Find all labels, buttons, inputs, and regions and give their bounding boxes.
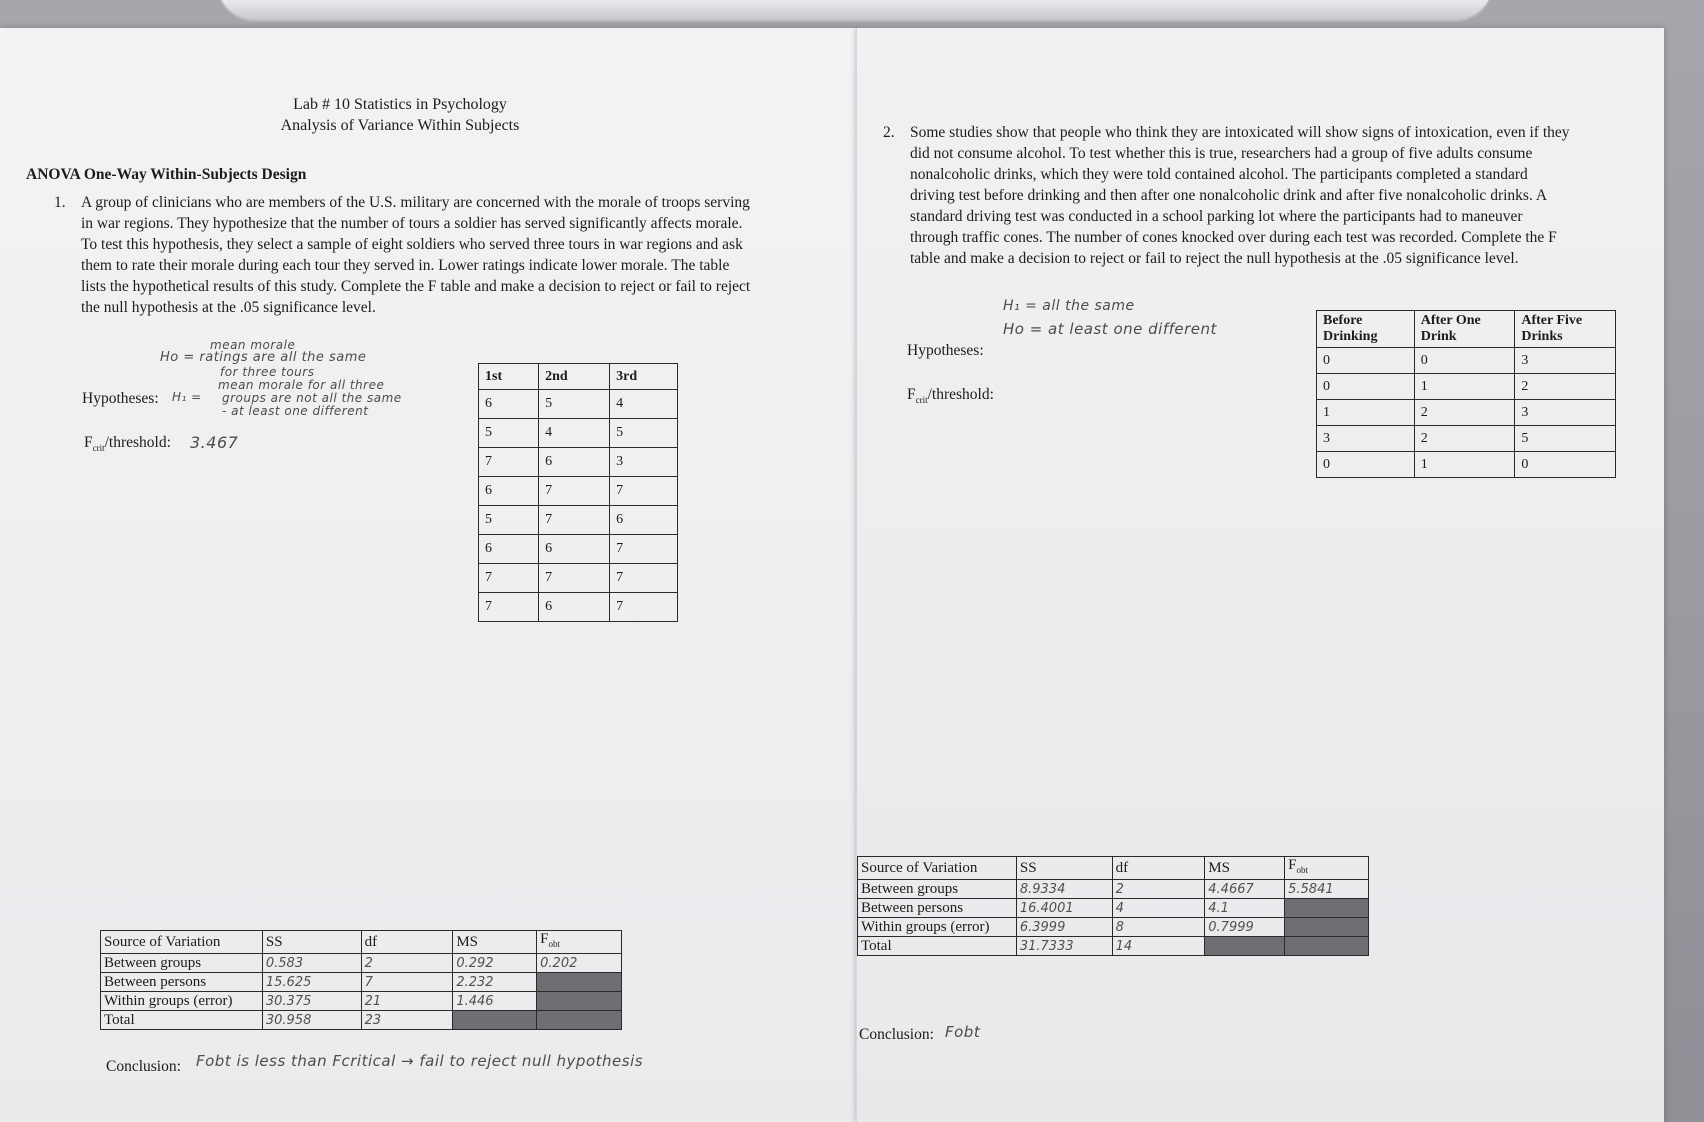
table-cell: 3: [1317, 426, 1415, 452]
handwritten-h1-line3: - at least one different: [222, 404, 369, 418]
table-cell: 7: [610, 477, 678, 506]
f-df-cell: 2: [1112, 880, 1205, 899]
worksheet-page-right: [856, 28, 1664, 1122]
table-row: [479, 564, 678, 593]
q1-header-1st: 1st: [479, 364, 539, 390]
table-cell: 5: [1515, 426, 1616, 452]
f-header-f-letter: F: [1288, 857, 1297, 873]
conclusion-label: Conclusion:: [106, 1058, 181, 1075]
table-cell: 6: [479, 390, 539, 419]
f-header-f: [1285, 857, 1369, 880]
table-row: [1317, 374, 1616, 400]
table-cell: 6: [610, 506, 678, 535]
table-cell: 0: [1515, 452, 1616, 478]
table-row: [1317, 452, 1616, 478]
table-cell: 7: [610, 535, 678, 564]
table-cell: 7: [539, 564, 610, 593]
f-source-cell: Between groups: [858, 880, 1017, 899]
f-df-cell: 14: [1112, 937, 1205, 956]
q1-data-header-row: [479, 364, 678, 390]
conclusion-handwritten: Fobt is less than Fcritical → fail to reject null hypothesis: [196, 1052, 644, 1070]
f-ss-cell: 15.625: [262, 973, 361, 992]
f-ss-cell: 6.3999: [1016, 918, 1112, 937]
f-shaded-cell: [537, 1011, 622, 1030]
fcrit-label-f: F: [84, 434, 93, 451]
table-cell: 2: [1515, 374, 1616, 400]
table-cell: 4: [539, 419, 610, 448]
table-row: [479, 419, 678, 448]
f-header-ss: SS: [262, 931, 361, 954]
table-cell: 7: [479, 564, 539, 593]
handwritten-h1-line2: groups are not all the same: [222, 391, 402, 405]
f-ms-cell: 2.232: [453, 973, 537, 992]
section-title: ANOVA One-Way Within-Subjects Design: [26, 166, 307, 183]
table-cell: 7: [610, 593, 678, 622]
q2-data-header-row: [1317, 311, 1616, 348]
question-2: [883, 122, 1573, 269]
handwritten-h0-line2: Ho = ratings are all the same: [160, 350, 367, 365]
table-cell: 1: [1414, 452, 1515, 478]
fcrit-label: [84, 434, 171, 453]
question-1-number: 1.: [54, 194, 66, 211]
f-header-source: Source of Variation: [101, 931, 263, 954]
handwritten-h0-line3: for three tours: [220, 365, 315, 379]
table-cell: 2: [1414, 426, 1515, 452]
fcrit-value-handwritten: 3.467: [190, 433, 239, 452]
hypotheses-label-q2: Hypotheses:: [907, 342, 984, 359]
table-row: [479, 390, 678, 419]
f-ms-cell: 0.7999: [1205, 918, 1285, 937]
table-cell: 7: [479, 593, 539, 622]
table-row: [858, 899, 1369, 918]
table-cell: 6: [539, 593, 610, 622]
table-cell: 6: [479, 535, 539, 564]
table-cell: 2: [1414, 400, 1515, 426]
worksheet-page-left: [0, 28, 856, 1122]
table-cell: 5: [610, 419, 678, 448]
table-cell: 0: [1317, 374, 1415, 400]
lab-title-line2: Analysis of Variance Within Subjects: [280, 117, 520, 134]
table-row: [858, 937, 1369, 956]
table-row: [479, 535, 678, 564]
q1-header-3rd: 3rd: [610, 364, 678, 390]
table-cell: 3: [1515, 348, 1616, 374]
f-ss-cell: 0.583: [262, 954, 361, 973]
table-row: [1317, 400, 1616, 426]
f-ss-cell: 8.9334: [1016, 880, 1112, 899]
table-cell: 4: [610, 390, 678, 419]
f-header-df: df: [1112, 857, 1205, 880]
fcrit-label-q2: [907, 386, 994, 405]
f-ms-cell: 1.446: [453, 992, 537, 1011]
f-header-source: Source of Variation: [858, 857, 1017, 880]
f-shaded-cell: [1285, 899, 1369, 918]
table-cell: 7: [539, 506, 610, 535]
table-row: [101, 1011, 622, 1030]
f-df-cell: 21: [361, 992, 453, 1011]
table-row: [479, 448, 678, 477]
question-1: [54, 192, 754, 318]
f-header-f-letter: F: [540, 931, 549, 947]
handwritten-h0: Ho = at least one different: [1003, 320, 1217, 338]
q1-data-table: [478, 363, 678, 622]
f-header-f-sub: obt: [1296, 865, 1308, 875]
f-ms-cell: 0.292: [453, 954, 537, 973]
f-table-header-row: [101, 931, 622, 954]
q2-f-table: [857, 856, 1369, 956]
f-source-cell: Total: [858, 937, 1017, 956]
f-table-header-row: [858, 857, 1369, 880]
f-df-cell: 7: [361, 973, 453, 992]
table-cell: 5: [479, 506, 539, 535]
f-header-ss: SS: [1016, 857, 1112, 880]
f-shaded-cell: [1205, 937, 1285, 956]
table-row: [1317, 348, 1616, 374]
q1-header-2nd: 2nd: [539, 364, 610, 390]
table-cell: 0: [1317, 348, 1415, 374]
fcrit-label-rest: /threshold:: [927, 386, 994, 403]
f-source-cell: Within groups (error): [101, 992, 263, 1011]
fcrit-label-sub: crit: [92, 443, 105, 454]
table-cell: 0: [1414, 348, 1515, 374]
table-cell: 6: [539, 535, 610, 564]
laptop-edge: [215, 0, 1495, 22]
f-ss-cell: 30.958: [262, 1011, 361, 1030]
q2-header-after-five: After Five Drinks: [1515, 311, 1616, 348]
f-df-cell: 23: [361, 1011, 453, 1030]
f-shaded-cell: [1285, 918, 1369, 937]
handwritten-h1-line1: mean morale for all three: [218, 378, 385, 392]
f-header-ms: MS: [453, 931, 537, 954]
q1-f-table: [100, 930, 622, 1030]
q2-header-before: Before Drinking: [1317, 311, 1415, 348]
table-cell: 7: [539, 477, 610, 506]
question-2-number: 2.: [883, 124, 895, 141]
q2-data-table: [1316, 310, 1616, 478]
table-row: [858, 880, 1369, 899]
table-cell: 1: [1317, 400, 1415, 426]
fcrit-label-sub: crit: [915, 395, 928, 406]
hypotheses-label: Hypotheses:: [82, 390, 159, 407]
table-row: [479, 506, 678, 535]
f-ss-cell: 30.375: [262, 992, 361, 1011]
table-row: [101, 954, 622, 973]
f-ss-cell: 31.7333: [1016, 937, 1112, 956]
table-row: [101, 992, 622, 1011]
f-shaded-cell: [537, 973, 622, 992]
handwritten-h0-line1: mean morale: [210, 338, 296, 352]
table-row: [479, 593, 678, 622]
table-row: [101, 973, 622, 992]
table-row: [858, 918, 1369, 937]
lab-title-line1: Lab # 10 Statistics in Psychology: [293, 96, 507, 113]
f-header-f-sub: obt: [548, 939, 561, 949]
f-shaded-cell: [1285, 937, 1369, 956]
f-source-cell: Within groups (error): [858, 918, 1017, 937]
q2-header-after-one: After One Drink: [1414, 311, 1515, 348]
table-cell: 1: [1414, 374, 1515, 400]
handwritten-h1-prefix: H₁ =: [172, 390, 202, 404]
f-shaded-cell: [453, 1011, 537, 1030]
lab-title: [0, 94, 800, 136]
conclusion-handwritten-q2: Fobt: [945, 1023, 981, 1041]
table-cell: 5: [539, 390, 610, 419]
table-cell: 6: [479, 477, 539, 506]
f-source-cell: Total: [101, 1011, 263, 1030]
f-df-cell: 4: [1112, 899, 1205, 918]
fcrit-label-rest: /threshold:: [104, 434, 171, 451]
table-cell: 5: [479, 419, 539, 448]
table-cell: 3: [610, 448, 678, 477]
f-fobt-cell: 0.202: [537, 954, 622, 973]
f-ss-cell: 16.4001: [1016, 899, 1112, 918]
table-row: [1317, 426, 1616, 452]
conclusion-label-q2: Conclusion:: [859, 1026, 934, 1043]
f-ms-cell: 4.4667: [1205, 880, 1285, 899]
f-fobt-cell: 5.5841: [1285, 880, 1369, 899]
question-1-text: A group of clinicians who are members of the U.S. military are concerned with the morale of troops serving in war regions. They hypothesize that the number of tours a soldier has served significantly affects morale. To test this hypothesis, they select a sample of eight soldiers who served three tours in war regions and ask them to rate their morale during each tour they served in. Lower ratings indicate lower morale. The table lists the hypothetical results of this study. Complete the F table and make a decision to reject or fail to reject the null hypothesis at the .05 significance level.: [81, 194, 751, 316]
table-row: [479, 477, 678, 506]
question-2-text: Some studies show that people who think they are intoxicated will show signs of intoxication, even if they did not consume alcohol. To test whether this is true, researchers had a group of five adults consume nonalcoholic drinks, which they were told contained alcohol. The participants completed a standard driving test before drinking and then after one nonalcoholic drink and after five nonalcoholic drinks. A standard driving test was conducted in a school parking lot where the participants had to maneuver through traffic cones. The number of cones knocked over during each test was recorded. Complete the F table and make a decision to reject or fail to reject the null hypothesis at the .05 significance level.: [910, 124, 1570, 267]
table-cell: 0: [1317, 452, 1415, 478]
f-header-f: [537, 931, 622, 954]
f-source-cell: Between persons: [858, 899, 1017, 918]
table-cell: 7: [610, 564, 678, 593]
f-header-df: df: [361, 931, 453, 954]
f-df-cell: 2: [361, 954, 453, 973]
f-source-cell: Between groups: [101, 954, 263, 973]
f-source-cell: Between persons: [101, 973, 263, 992]
f-header-ms: MS: [1205, 857, 1285, 880]
f-ms-cell: 4.1: [1205, 899, 1285, 918]
f-shaded-cell: [537, 992, 622, 1011]
table-cell: 6: [539, 448, 610, 477]
f-df-cell: 8: [1112, 918, 1205, 937]
fcrit-label-f: F: [907, 386, 916, 403]
table-cell: 3: [1515, 400, 1616, 426]
table-cell: 7: [479, 448, 539, 477]
handwritten-h1: H₁ = all the same: [1003, 298, 1135, 314]
